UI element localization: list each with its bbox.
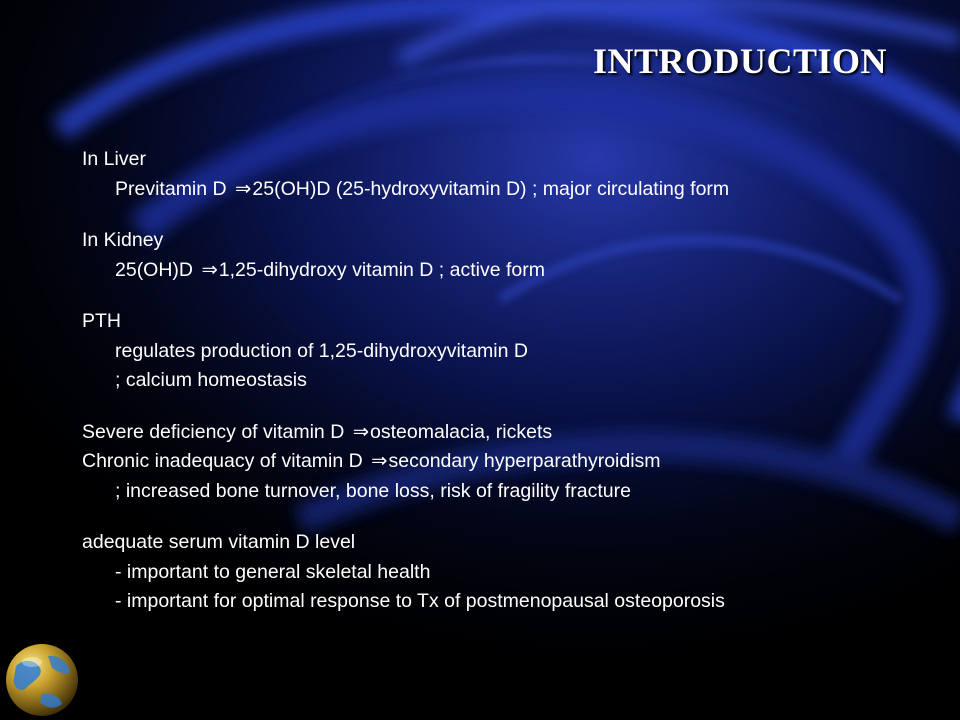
pth-line-2: ; calcium homeostasis bbox=[115, 369, 307, 391]
severe-deficiency-line bbox=[82, 418, 942, 448]
severe-pre: Severe deficiency of vitamin D bbox=[82, 420, 345, 443]
adequate-heading: adequate serum vitamin D level bbox=[82, 531, 356, 553]
severe-post: osteomalacia, rickets bbox=[370, 420, 553, 443]
arrow-icon: ⇒ bbox=[352, 420, 370, 443]
chronic-detail: ; increased bone turnover, bone loss, risk of fragility fracture bbox=[115, 479, 631, 502]
chronic-post: secondary hyperparathyroidism bbox=[388, 450, 661, 472]
liver-pre: Previtamin D bbox=[115, 177, 227, 200]
liver-line bbox=[82, 175, 942, 205]
kidney-post: 1,25-dihydroxy vitamin D ; active form bbox=[218, 258, 545, 281]
pth-line-1: regulates production of 1,25-dihydroxyvitamin D bbox=[115, 339, 528, 362]
kidney-heading: In Kidney bbox=[82, 229, 164, 251]
chronic-pre: Chronic inadequacy of vitamin D bbox=[82, 450, 363, 472]
pth-heading: PTH bbox=[82, 310, 121, 332]
kidney-line bbox=[82, 256, 942, 286]
arrow-icon: ⇒ bbox=[235, 177, 252, 200]
chronic-inadequacy-line bbox=[82, 447, 942, 477]
kidney-pre: 25(OH)D bbox=[115, 258, 194, 281]
arrow-icon: ⇒ bbox=[201, 258, 218, 281]
slide-title: INTRODUCTION bbox=[592, 41, 888, 81]
adequate-point-2: - important for optimal response to Tx of postmenopausal osteoporosis bbox=[115, 590, 725, 612]
liver-post: 25(OH)D (25-hydroxyvitamin D) ; major circulating form bbox=[252, 177, 730, 200]
adequate-point-1: - important to general skeletal health bbox=[115, 560, 431, 583]
arrow-icon: ⇒ bbox=[371, 450, 388, 472]
slide-content bbox=[82, 145, 942, 617]
globe-icon bbox=[2, 636, 82, 720]
liver-heading: In Liver bbox=[82, 148, 146, 170]
